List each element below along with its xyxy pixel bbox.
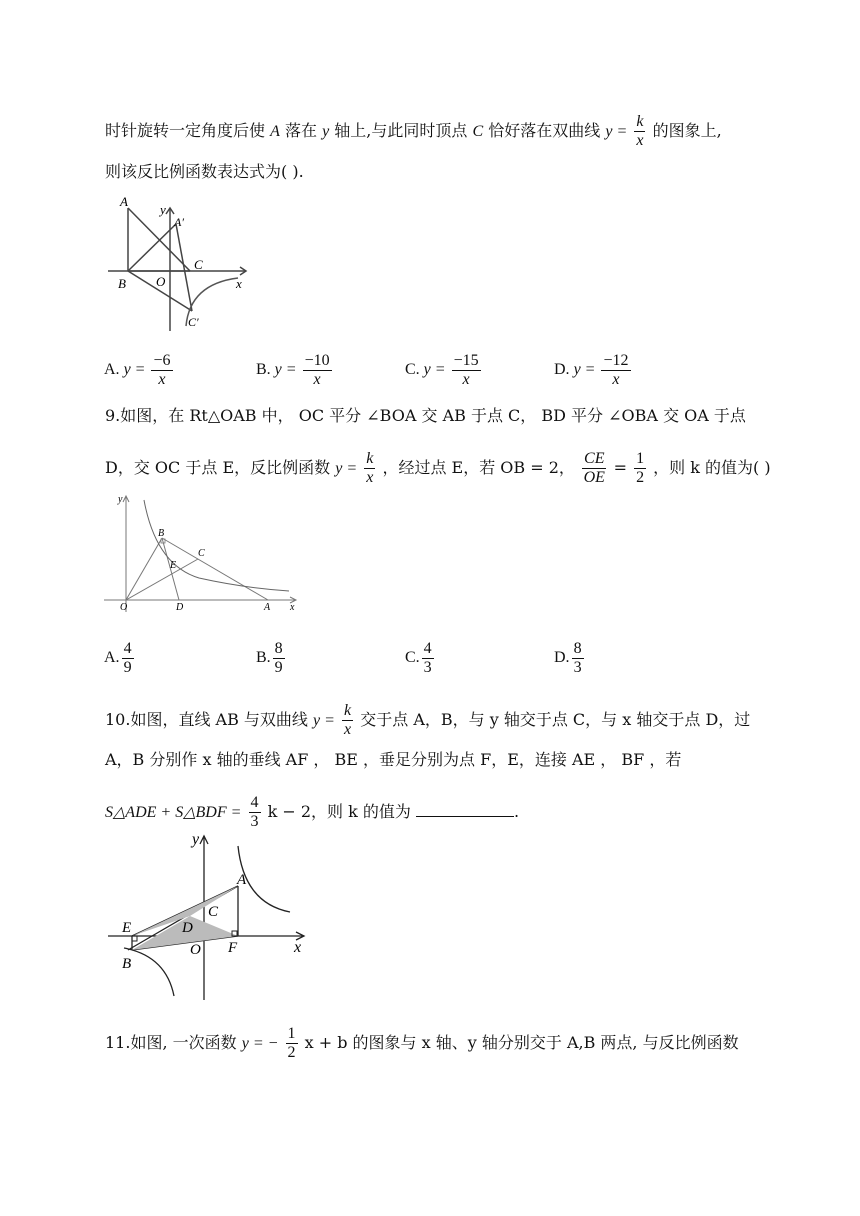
denominator: x (612, 371, 620, 388)
numerator: k (344, 702, 352, 719)
q9-text: ，则 k 的值为( ) (653, 458, 771, 477)
option-label: D. (554, 361, 570, 379)
q10-line-2: A，B 分别作 x 轴的垂线 AF ， BE ，垂足分别为点 F，E，连接 AE ， BF ，若 (105, 750, 682, 769)
fraction-one-half (286, 1025, 298, 1062)
numerator: 1 (287, 1025, 296, 1042)
q8-figure (108, 196, 253, 336)
q8-text: 恰好落在双曲线 (488, 121, 601, 140)
numerator: 4 (123, 640, 132, 657)
q9-option-d[interactable] (554, 640, 586, 677)
q8-option-a[interactable]: A. y = $\frac{-6}{x}$ (104, 352, 171, 388)
label-b: B (118, 276, 126, 291)
denominator: 2 (287, 1044, 296, 1061)
numerator: −15 (453, 352, 479, 369)
label-e: E (170, 560, 177, 571)
q8-text: 的图象上, (652, 121, 722, 140)
area-sum: S△ADE + S△BDF = (105, 804, 242, 821)
q10-text: k − 2，则 k 的值为 (267, 802, 411, 821)
numerator: −6 (153, 352, 171, 369)
denominator: 9 (274, 659, 283, 676)
denominator: 3 (423, 659, 432, 676)
label-e: E (122, 920, 132, 936)
q10-text: 10.如图，直线 AB 与双曲线 (105, 710, 308, 729)
fraction-four-thirds (249, 794, 261, 831)
var-c: C (472, 123, 484, 140)
var-y: y (322, 123, 330, 140)
denominator: x (158, 371, 166, 388)
q10-figure (104, 828, 314, 1006)
label-y: y (118, 494, 123, 505)
option-label: B. (256, 649, 271, 667)
q8-text: 时针旋转一定角度后使 (105, 121, 266, 140)
numerator: 4 (423, 640, 432, 657)
q11-text: 11.如图, 一次函数 (105, 1033, 237, 1052)
denominator: x (366, 469, 374, 486)
fraction-ce-oe (582, 450, 606, 487)
denominator: x (636, 132, 644, 149)
fraction-k-over-x (342, 702, 353, 739)
option-label: C. (405, 649, 420, 667)
label-o: O (156, 274, 166, 289)
q9-text: ，经过点 E，若 OB = 2， (382, 458, 575, 477)
q8-option-c[interactable]: C. y = $\frac{-15}{x}$ (405, 352, 479, 388)
q8-option-b[interactable]: B. y = $\frac{-10}{x}$ (256, 352, 330, 388)
numerator: 8 (274, 640, 283, 657)
fraction-one-half (634, 450, 646, 487)
numerator: 1 (636, 450, 645, 467)
denominator: x (462, 371, 470, 388)
label-y: y (192, 831, 200, 848)
q10-line-1: 10.如图，直线 AB 与双曲线 y = $\frac{k}{x}$ 交于点 A，B，与 y 轴交于点 C，与 x 轴交于点 D，过 (105, 702, 751, 738)
label-c-prime: C′ (188, 315, 199, 329)
option-label: D. (554, 649, 570, 667)
q10-text: . (514, 802, 520, 821)
q10-line-3 (105, 794, 519, 831)
denominator: x (344, 721, 352, 738)
label-c: C (198, 548, 205, 559)
label-o: O (120, 602, 128, 613)
q9-line-1: 9.如图，在 Rt△OAB 中， OC 平分 ∠BOA 交 AB 于点 C， BD 平分 ∠OBA 交 OA 于点 (105, 406, 746, 425)
q9-figure (104, 490, 304, 615)
label-y: y (160, 202, 166, 217)
label-o: O (190, 942, 201, 958)
q8-line-2: 则该反比例函数表达式为( ). (105, 162, 304, 181)
label-d: D (176, 602, 184, 613)
q11-text: x + b 的图象与 x 轴、y 轴分别交于 A,B 两点, 与反比例函数 (304, 1033, 739, 1052)
label-x: x (290, 602, 295, 613)
denominator: 3 (573, 659, 582, 676)
denominator: 2 (636, 469, 645, 486)
denominator: x (313, 371, 321, 388)
numerator: CE (584, 450, 605, 467)
q8-text: 轴上,与此同时顶点 (334, 121, 468, 140)
label-c: C (194, 257, 203, 272)
label-d: D (182, 920, 193, 936)
q8-text: 落在 (284, 121, 317, 140)
q9-line-2: D，交 OC 于点 E，反比例函数 y = $\frac{k}{x}$ ，经过点 E，若 OB = 2， $\frac{CE}{OE}$ = $\frac{1}{2}$ ，则 k 的值为( ) (105, 450, 771, 486)
equation-lhs: y = − (241, 1035, 279, 1052)
denominator: 9 (123, 659, 132, 676)
equation-lhs: y = (605, 123, 628, 140)
option-label: B. (256, 361, 271, 379)
label-a: A (237, 872, 247, 888)
numerator: k (366, 450, 374, 467)
var-a: A (270, 123, 280, 140)
numerator: 4 (250, 794, 259, 811)
answer-blank[interactable] (416, 802, 514, 817)
denominator: OE (583, 469, 605, 486)
numerator: −10 (304, 352, 330, 369)
q9-option-c[interactable] (405, 640, 436, 677)
q8-line-1 (105, 113, 722, 150)
label-x: x (294, 939, 302, 956)
option-label: A. (104, 649, 120, 667)
option-label: C. (405, 361, 420, 379)
q11-line-1 (105, 1025, 739, 1062)
option-label: A. (104, 361, 120, 379)
q10-text: 交于点 A，B，与 y 轴交于点 C，与 x 轴交于点 D，过 (360, 710, 751, 729)
q8-option-d[interactable]: D. y = $\frac{-12}{x}$ (554, 352, 629, 388)
q9-option-b[interactable] (256, 640, 287, 677)
label-b: B (122, 956, 132, 972)
denominator: 3 (250, 813, 259, 830)
fraction-k-over-x (364, 450, 375, 487)
label-f: F (228, 940, 238, 956)
numerator: 8 (573, 640, 582, 657)
label-x: x (236, 276, 242, 291)
q9-text: D，交 OC 于点 E，反比例函数 (105, 458, 331, 477)
label-a: A (264, 602, 271, 613)
label-b: B (158, 528, 165, 539)
label-c: C (208, 904, 219, 920)
numerator: −12 (603, 352, 629, 369)
numerator: k (636, 113, 644, 130)
q9-option-a[interactable] (104, 640, 136, 677)
label-a: A (120, 196, 128, 209)
fraction-k-over-x (634, 113, 645, 150)
label-a-prime: A′ (174, 215, 184, 229)
